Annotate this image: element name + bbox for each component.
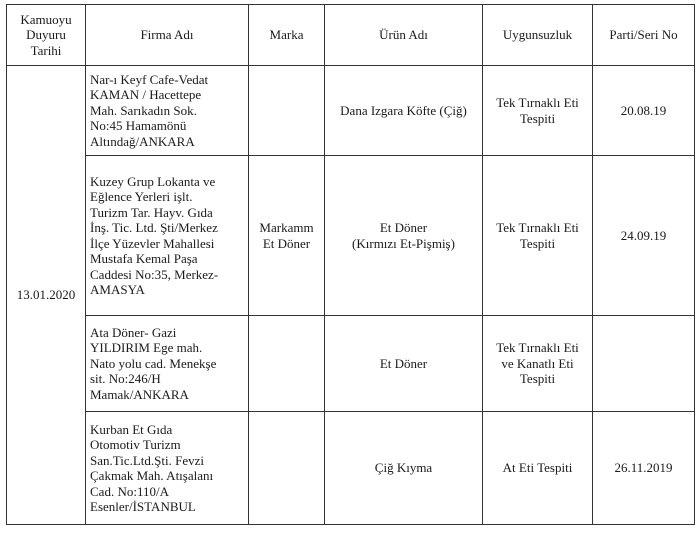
batch-cell	[593, 316, 695, 412]
brand-cell: Markamm Et Döner	[249, 156, 325, 316]
brand-cell	[249, 412, 325, 525]
table-row	[7, 66, 695, 156]
header-nonconformity: Uygunsuzluk	[483, 5, 593, 66]
nonconformity-cell: Tek Tırnaklı Eti Tespiti	[483, 66, 593, 156]
product-cell: Et Döner (Kırmızı Et-Pişmiş)	[325, 156, 483, 316]
announcement-table	[6, 4, 695, 525]
table-row	[7, 316, 695, 412]
product-cell: Et Döner	[325, 316, 483, 412]
header-firm-name: Firma Adı	[86, 5, 249, 66]
header-batch-serial: Parti/Seri No	[593, 5, 695, 66]
batch-cell: 26.11.2019	[593, 412, 695, 525]
header-product-name: Ürün Adı	[325, 5, 483, 66]
product-cell: Dana Izgara Köfte (Çiğ)	[325, 66, 483, 156]
brand-cell	[249, 316, 325, 412]
header-brand: Marka	[249, 5, 325, 66]
firm-cell: Nar-ı Keyf Cafe-Vedat KAMAN / Hacettepe Mah. Sarıkadın Sok. No:45 Hamamönü Altındağ/ANKARA	[86, 66, 249, 156]
firm-cell: Kurban Et Gıda Otomotiv Turizm San.Tic.Ltd.Şti. Fevzi Çakmak Mah. Atışalanı Cad. No:110/A Esenler/İSTANBUL	[86, 412, 249, 525]
firm-cell: Kuzey Grup Lokanta ve Eğlence Yerleri işlt. Turizm Tar. Hayv. Gıda İnş. Tic. Ltd. Şti/Merkez İlçe Yüzevler Mahallesi Mustafa Kemal Paşa Caddesi No:35, Merkez- AMASYA	[86, 156, 249, 316]
batch-cell: 20.08.19	[593, 66, 695, 156]
firm-cell: Ata Döner- Gazi YILDIRIM Ege mah. Nato yolu cad. Menekşe sit. No:246/H Mamak/ANKARA	[86, 316, 249, 412]
product-cell: Çiğ Kıyma	[325, 412, 483, 525]
announcement-date-cell: 13.01.2020	[7, 66, 86, 525]
brand-cell	[249, 66, 325, 156]
table-row	[7, 412, 695, 525]
batch-cell: 24.09.19	[593, 156, 695, 316]
nonconformity-cell: Tek Tırnaklı Eti Tespiti	[483, 156, 593, 316]
table-row	[7, 156, 695, 316]
header-announcement-date: Kamuoyu Duyuru Tarihi	[7, 5, 86, 66]
table-header-row	[7, 5, 695, 66]
nonconformity-cell: At Eti Tespiti	[483, 412, 593, 525]
nonconformity-cell: Tek Tırnaklı Eti ve Kanatlı Eti Tespiti	[483, 316, 593, 412]
